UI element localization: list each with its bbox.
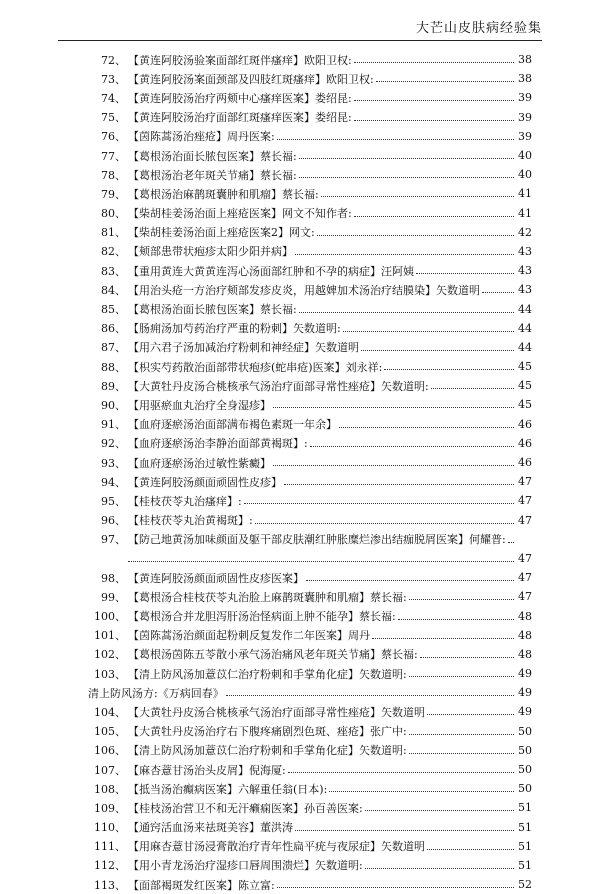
toc-page-number: 47 bbox=[518, 590, 532, 604]
dot-leader bbox=[255, 523, 514, 524]
toc-entry-number: 105、 bbox=[94, 725, 126, 739]
toc-page-number: 45 bbox=[518, 398, 532, 412]
toc-page-number: 46 bbox=[518, 456, 532, 470]
dot-leader bbox=[416, 273, 514, 274]
toc-entry[interactable] bbox=[58, 760, 532, 779]
toc-entry[interactable] bbox=[58, 856, 532, 875]
toc-entry-number: 79、 bbox=[101, 187, 126, 201]
toc-entry[interactable] bbox=[58, 664, 532, 683]
dot-leader bbox=[508, 542, 514, 543]
toc-page-number: 49 bbox=[518, 705, 532, 719]
toc-entry-title: 【颊部患带状疱疹太阳少阳并病】 bbox=[128, 245, 293, 259]
toc-page-number: 38 bbox=[518, 53, 532, 67]
dot-leader bbox=[306, 580, 514, 581]
toc-page-number: 44 bbox=[518, 321, 532, 335]
toc-entry-title: 【葛根汤治面长脓包医案】蔡长福: bbox=[128, 303, 297, 317]
toc-page-number: 44 bbox=[518, 340, 532, 354]
toc-entry-number: 95、 bbox=[101, 494, 126, 508]
toc-entry[interactable] bbox=[58, 587, 532, 606]
toc-page-number: 48 bbox=[518, 628, 532, 642]
toc-entry-title: 【防己地黄汤加味颜面及躯干部皮肤潮红肿胀糜烂渗出结痂脱屑医案】何耀普: bbox=[128, 533, 506, 547]
toc-entry[interactable] bbox=[58, 741, 532, 760]
toc-page-number: 38 bbox=[518, 72, 532, 86]
toc-entry-title: 【大黄牡丹皮汤治疗右下腹疼痛剧烈色斑、痤疮】张广中: bbox=[128, 725, 407, 739]
toc-page-number: 46 bbox=[518, 436, 532, 450]
toc-entry-number: 89、 bbox=[101, 379, 126, 393]
toc-entry-title: 【葛根汤治老年斑关节痛】蔡长福: bbox=[128, 168, 297, 182]
toc-entry[interactable] bbox=[58, 242, 532, 261]
toc-page-number: 51 bbox=[518, 858, 532, 872]
dot-leader bbox=[482, 292, 514, 293]
toc-entry-number: 82、 bbox=[101, 245, 126, 259]
toc-entry-number: 102、 bbox=[94, 648, 126, 662]
toc-entry-title: 【用六君子汤加减治疗粉刺和神经症】矢数道明 bbox=[128, 341, 359, 355]
toc-entry-number: 93、 bbox=[101, 456, 126, 470]
dot-leader bbox=[343, 331, 514, 332]
toc-entry-title: 【用治头疮一方治疗颊部发疹皮炎，用越婢加术汤治疗结膜染】矢数道明 bbox=[128, 283, 480, 297]
toc-entry-title: 【血府逐瘀汤治过敏性紫癜】 bbox=[128, 456, 271, 470]
toc-page-number: 42 bbox=[518, 225, 532, 239]
toc-entry-number: 104、 bbox=[94, 705, 126, 719]
header-rule bbox=[58, 40, 542, 41]
toc-entry-title: 【黄连阿胶汤案面颈部及四肢红斑瘙痒】欧阳卫权: bbox=[128, 72, 374, 86]
dot-leader bbox=[273, 407, 514, 408]
toc-page-number: 46 bbox=[518, 417, 532, 431]
dot-leader bbox=[420, 657, 514, 658]
dot-leader bbox=[226, 695, 514, 696]
toc-section-heading bbox=[58, 683, 532, 702]
toc-entry-title: 【抵当汤治癫病医案】六解重任翁(日本): bbox=[128, 782, 328, 796]
toc-page-number: 40 bbox=[518, 149, 532, 163]
toc-entry-title: 【面部褐斑发红医案】陈立富: bbox=[128, 878, 275, 892]
toc-entry[interactable] bbox=[58, 606, 532, 625]
toc-entry-number: 87、 bbox=[101, 341, 126, 355]
toc-entry[interactable] bbox=[58, 357, 532, 376]
toc-entry-title: 【用驱瘀血丸治疗全身湿疹】 bbox=[128, 398, 271, 412]
toc-entry[interactable] bbox=[58, 434, 532, 453]
toc-entry[interactable] bbox=[58, 472, 532, 491]
toc-entry-number: 88、 bbox=[101, 360, 126, 374]
toc-entry-number: 78、 bbox=[101, 168, 126, 182]
dot-leader bbox=[299, 177, 514, 178]
toc-entry-number: 72、 bbox=[101, 53, 126, 67]
toc-page-number: 43 bbox=[518, 264, 532, 278]
toc-entry-number: 110、 bbox=[94, 821, 126, 835]
toc-page-number: 43 bbox=[518, 283, 532, 297]
toc-entry-title: 【柴胡桂姜汤治面上痤疮医案】网文不知作者: bbox=[128, 207, 352, 221]
dot-leader bbox=[409, 599, 514, 600]
toc-entry-title: 【桂枝汤治营卫不和无汗癞痫医案】孙百善医案: bbox=[128, 801, 363, 815]
toc-entry-number: 112、 bbox=[94, 859, 126, 873]
dot-leader bbox=[354, 62, 514, 63]
toc-page-number: 50 bbox=[518, 743, 532, 757]
toc-entry[interactable] bbox=[58, 280, 532, 299]
toc-entry[interactable] bbox=[58, 415, 532, 434]
toc-entry-title: 【葛根汤合桂枝茯苓丸治脸上麻鹊斑囊肿和肌瘤】蔡长福: bbox=[128, 590, 407, 604]
toc-entry-title: 【血府逐瘀汤治李静治面部黄褐斑】: bbox=[128, 437, 308, 451]
toc-entry-title: 【葛根汤治麻鹊斑囊肿和肌瘤】蔡长福: bbox=[128, 187, 319, 201]
toc-entry[interactable] bbox=[58, 875, 532, 894]
section-title: 清上防风汤方:《万病回春》 bbox=[88, 686, 224, 700]
toc-entry-number: 101、 bbox=[94, 629, 126, 643]
toc-entry[interactable] bbox=[58, 511, 532, 530]
toc-entry-number: 92、 bbox=[101, 437, 126, 451]
toc-entry[interactable] bbox=[58, 69, 532, 88]
toc-entry-number: 109、 bbox=[94, 801, 126, 815]
toc-entry-title: 【用麻杏薏甘汤浸膏散治疗青年性扁平疣与夜尿症】矢数道明 bbox=[128, 840, 425, 854]
toc-entry-title: 【黄连阿胶汤治疗两颊中心瘙痒医案】娄绍昆: bbox=[128, 91, 352, 105]
toc-entry-number: 91、 bbox=[101, 418, 126, 432]
toc-entry[interactable] bbox=[58, 818, 532, 837]
toc-entry-number: 83、 bbox=[101, 264, 126, 278]
dot-leader bbox=[431, 388, 514, 389]
toc-page-number: 39 bbox=[518, 110, 532, 124]
toc-entry-number: 106、 bbox=[94, 744, 126, 758]
toc-entry-number: 84、 bbox=[101, 283, 126, 297]
dot-leader bbox=[427, 849, 514, 850]
toc-entry-number: 98、 bbox=[101, 571, 126, 585]
dot-leader bbox=[284, 484, 514, 485]
toc-entry-title: 【葛根汤茵陈五苓散小承气汤治痛风老年斑关节痛】蔡长福: bbox=[128, 648, 418, 662]
toc-page-number: 51 bbox=[518, 801, 532, 815]
table-of-contents bbox=[58, 50, 532, 894]
toc-page-number: 47 bbox=[518, 513, 532, 527]
toc-entry-number: 113、 bbox=[94, 878, 126, 892]
dot-leader bbox=[321, 196, 514, 197]
toc-entry-number: 75、 bbox=[101, 111, 126, 125]
toc-page-number: 52 bbox=[518, 878, 532, 892]
toc-entry-title: 【茵陈蒿汤治颜面起粉刺反复发作二年医案】周丹 bbox=[128, 629, 370, 643]
toc-page-number: 48 bbox=[518, 609, 532, 623]
toc-entry[interactable] bbox=[58, 491, 532, 510]
toc-entry[interactable] bbox=[58, 530, 532, 549]
toc-entry[interactable] bbox=[58, 223, 532, 242]
toc-entry-title: 【葛根汤治面长脓包医案】蔡长福: bbox=[128, 149, 297, 163]
header-title: 大芒山皮肤病经验集 bbox=[415, 21, 542, 36]
toc-page-number: 41 bbox=[518, 187, 532, 201]
toc-entry[interactable] bbox=[58, 88, 532, 107]
toc-entry-title: 【茵陈蒿汤治痤疮】周丹医案: bbox=[128, 130, 275, 144]
toc-page-number: 44 bbox=[518, 302, 532, 316]
toc-entry-title: 【桂枝茯苓丸治瘙痒】: bbox=[128, 494, 242, 508]
dot-leader bbox=[409, 753, 514, 754]
toc-entry-number: 94、 bbox=[101, 475, 126, 489]
toc-entry[interactable] bbox=[58, 50, 532, 69]
toc-page-number: 50 bbox=[518, 782, 532, 796]
toc-page-number: 39 bbox=[518, 129, 532, 143]
toc-entry-title: 【桂枝茯苓丸治黄褐斑】: bbox=[128, 514, 253, 528]
dot-leader bbox=[288, 772, 514, 773]
toc-entry[interactable] bbox=[58, 261, 532, 280]
toc-entry-number: 77、 bbox=[101, 149, 126, 163]
toc-entry[interactable] bbox=[58, 702, 532, 721]
toc-page-number: 48 bbox=[518, 647, 532, 661]
toc-page-number: 41 bbox=[518, 206, 532, 220]
dot-leader bbox=[365, 810, 514, 811]
toc-entry-title: 【葛根汤合并龙胆泻肝汤治怪病面上肿不能孕】蔡长福: bbox=[128, 610, 396, 624]
dot-leader bbox=[427, 714, 514, 715]
toc-entry-title: 【重用黄连大黄黄连泻心汤面部红肿和不孕的病症】汪阿姨 bbox=[128, 264, 414, 278]
toc-entry[interactable] bbox=[58, 146, 532, 165]
toc-entry-number: 86、 bbox=[101, 322, 126, 336]
toc-page-number: 40 bbox=[518, 168, 532, 182]
toc-entry[interactable] bbox=[58, 376, 532, 395]
toc-entry-number: 103、 bbox=[94, 667, 126, 681]
toc-entry[interactable] bbox=[58, 453, 532, 472]
dot-leader bbox=[409, 734, 514, 735]
toc-entry-title: 【枳实芍药散治面部带状疱疹(蛇串疮)医案】刘永祥: bbox=[128, 360, 383, 374]
toc-page-number: 47 bbox=[518, 475, 532, 489]
toc-entry-number: 76、 bbox=[101, 130, 126, 144]
toc-entry-number: 99、 bbox=[101, 590, 126, 604]
dot-leader bbox=[365, 868, 514, 869]
toc-entry-number: 111、 bbox=[94, 840, 126, 854]
dot-leader bbox=[299, 158, 514, 159]
toc-page-number: 47 bbox=[518, 494, 532, 508]
toc-entry-title: 【黄连阿胶汤颜面顽固性皮疹医案】 bbox=[128, 571, 304, 585]
toc-entry-number: 90、 bbox=[101, 398, 126, 412]
toc-entry-title: 【柴胡桂姜汤治面上痤疮医案2】网文: bbox=[128, 226, 315, 240]
dot-leader bbox=[317, 235, 514, 236]
dot-leader bbox=[277, 887, 514, 888]
toc-page-number: 51 bbox=[518, 820, 532, 834]
dot-leader bbox=[372, 638, 514, 639]
dot-leader bbox=[361, 350, 514, 351]
toc-page-number: 51 bbox=[518, 839, 532, 853]
dot-leader bbox=[398, 619, 514, 620]
toc-page-number: 45 bbox=[518, 360, 532, 374]
dot-leader bbox=[329, 791, 514, 792]
toc-entry[interactable] bbox=[58, 127, 532, 146]
toc-entry[interactable] bbox=[58, 395, 532, 414]
dot-leader bbox=[299, 312, 514, 313]
toc-continuation-row bbox=[58, 549, 532, 568]
toc-entry-title: 【血府逐瘀汤治面部满布褐色素斑一年余】 bbox=[128, 418, 337, 432]
toc-entry[interactable] bbox=[58, 645, 532, 664]
dot-leader bbox=[376, 81, 514, 82]
toc-entry-title: 【黄连阿胶汤颜面顽固性皮疹】 bbox=[128, 475, 282, 489]
dot-leader bbox=[339, 427, 514, 428]
toc-page-number: 45 bbox=[518, 379, 532, 393]
toc-entry-title: 【用小青龙汤治疗湿疹口唇周围溃烂】矢数道明: bbox=[128, 859, 363, 873]
toc-entry-title: 【大黄牡丹皮汤合桃核承气汤治疗面部寻常性痤疮】矢数道明 bbox=[128, 705, 425, 719]
toc-entry[interactable] bbox=[58, 798, 532, 817]
toc-entry[interactable] bbox=[58, 626, 532, 645]
toc-entry[interactable] bbox=[58, 568, 532, 587]
toc-entry-number: 107、 bbox=[94, 763, 126, 777]
toc-entry-title: 【大黄牡丹皮汤合桃核承气汤治疗面部寻常性痤疮】矢数道明: bbox=[128, 379, 429, 393]
toc-entry[interactable] bbox=[58, 338, 532, 357]
toc-entry[interactable] bbox=[58, 722, 532, 741]
dot-leader bbox=[273, 465, 514, 466]
dot-leader bbox=[277, 139, 514, 140]
toc-entry-title: 【黄连阿胶汤治疗面部红斑瘙痒医案】娄绍昆: bbox=[128, 111, 352, 125]
toc-entry-number: 74、 bbox=[101, 91, 126, 105]
toc-entry[interactable] bbox=[58, 837, 532, 856]
toc-entry[interactable] bbox=[58, 184, 532, 203]
dot-leader bbox=[295, 830, 514, 831]
toc-entry-title: 【通窍活血汤来祛斑美容】董洪涛 bbox=[128, 821, 293, 835]
toc-entry-number: 81、 bbox=[101, 226, 126, 240]
dot-leader bbox=[310, 446, 514, 447]
toc-entry[interactable] bbox=[58, 204, 532, 223]
toc-entry-number: 96、 bbox=[101, 514, 126, 528]
dot-leader bbox=[295, 254, 514, 255]
dot-leader bbox=[354, 120, 514, 121]
toc-page-number: 50 bbox=[518, 724, 532, 738]
toc-entry-number: 73、 bbox=[101, 72, 126, 86]
toc-entry-title: 【肠痈汤加芍药治疗严重的粉刺】矢数道明: bbox=[128, 322, 341, 336]
dot-leader bbox=[354, 100, 514, 101]
dot-leader bbox=[244, 503, 514, 504]
toc-entry[interactable] bbox=[58, 108, 532, 127]
dot-leader bbox=[354, 216, 514, 217]
dot-leader bbox=[384, 369, 514, 370]
toc-entry-number: 108、 bbox=[94, 782, 126, 796]
toc-entry[interactable] bbox=[58, 319, 532, 338]
toc-page-number: 50 bbox=[518, 763, 532, 777]
toc-entry-title: 【黄连阿胶汤验案面部红斑伴瘙痒】欧阳卫权: bbox=[128, 53, 352, 67]
toc-entry-number: 100、 bbox=[94, 610, 126, 624]
toc-page-number: 43 bbox=[518, 244, 532, 258]
toc-page-number: 49 bbox=[518, 686, 532, 700]
toc-page-number: 47 bbox=[518, 551, 532, 565]
toc-entry-title: 【清上防风汤加薏苡仁治疗粉刺和手掌角化症】矢数道明: bbox=[128, 744, 407, 758]
toc-page-number: 39 bbox=[518, 91, 532, 105]
page-header bbox=[0, 0, 600, 44]
toc-page-number: 49 bbox=[518, 667, 532, 681]
toc-entry-title: 【清上防风汤加薏苡仁治疗粉刺和手掌角化症】矢数道明: bbox=[128, 667, 407, 681]
dot-leader bbox=[409, 676, 514, 677]
toc-entry-number: 80、 bbox=[101, 207, 126, 221]
toc-entry[interactable] bbox=[58, 779, 532, 798]
toc-page-number: 47 bbox=[518, 571, 532, 585]
toc-entry-title: 【麻杏薏甘汤治头皮屑】倪海厦: bbox=[128, 763, 286, 777]
dot-leader bbox=[128, 561, 514, 562]
toc-entry-number: 97、 bbox=[101, 533, 126, 547]
toc-entry[interactable] bbox=[58, 165, 532, 184]
toc-entry[interactable] bbox=[58, 299, 532, 318]
toc-entry-number: 85、 bbox=[101, 303, 126, 317]
